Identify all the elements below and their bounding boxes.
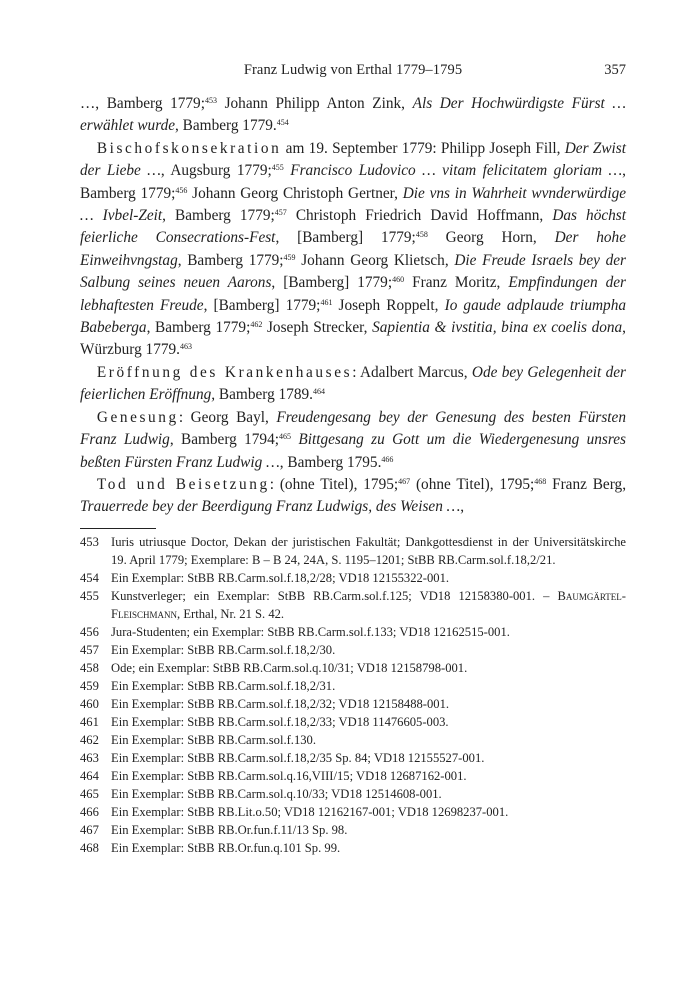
footnote-ref: 454 bbox=[276, 118, 289, 128]
footnote-text bbox=[111, 749, 626, 767]
footnote-number: 467 bbox=[80, 823, 99, 837]
text-run: , [Bamberg] 1779; bbox=[203, 296, 321, 314]
paragraph bbox=[80, 138, 626, 362]
footnote-number: 457 bbox=[80, 643, 99, 657]
footnote-ref: 463 bbox=[179, 342, 192, 352]
italic-title: Io gaude adplaude triumpha Babeberga bbox=[80, 296, 626, 337]
italic-title: Der hohe Einweihvngstag bbox=[80, 229, 626, 269]
italic-title: Als Der Hochwürdigste Fürst … erwählet wurde bbox=[80, 95, 626, 135]
footnote-separator bbox=[80, 528, 156, 529]
text-run: Ein Exemplar: StBB RB.Carm.sol.f.18,2/30. bbox=[111, 643, 336, 657]
text-run: Johann Philipp Anton Zink, bbox=[216, 95, 413, 112]
text-run: Christoph Friedrich David Hoffmann, bbox=[286, 207, 553, 225]
footnote-ref: 456 bbox=[175, 185, 188, 195]
footnote-text bbox=[111, 821, 626, 839]
text-run: Ein Exemplar: StBB RB.Carm.sol.f.18,2/32; VD18 12158488-001. bbox=[111, 697, 450, 711]
text-run: Ein Exemplar: StBB RB.Carm.sol.f.18,2/28; VD18 12155322-001. bbox=[111, 571, 450, 585]
author-name: Baumgärtel-Fleischmann bbox=[111, 589, 626, 621]
italic-title: Sapientia & ivstitia, bina ex coelis dona bbox=[372, 319, 623, 337]
footnote bbox=[80, 695, 626, 713]
text-run: , [Bamberg] 1779; bbox=[275, 229, 416, 247]
footnote-text bbox=[111, 839, 626, 857]
text-run: Georg Horn, bbox=[427, 229, 555, 247]
text-run: , Bamberg 1779. bbox=[175, 117, 277, 135]
text-run: Jura-Studenten; ein Exemplar: StBB RB.Carm.sol.f.133; VD18 12162515-001. bbox=[111, 625, 510, 639]
section-keyword: Eröffnung des Krankenhauses bbox=[96, 363, 353, 381]
text-run: : Georg Bayl, bbox=[178, 408, 277, 426]
footnote-text bbox=[111, 677, 626, 695]
page-number: 357 bbox=[604, 62, 626, 78]
italic-title: Empfindungen der lebhaftesten Freude bbox=[80, 274, 627, 314]
footnote-text bbox=[111, 767, 626, 785]
text-run: , Bamberg 1779; bbox=[177, 251, 284, 269]
text-run: Iuris utriusque Doctor, Dekan der juristischen Fakultät; Dankgottesdienst in der Universitätskirche 19. April 1779; Exemplare: B – B 24, 24A, S. 1195–1201; StBB RB.Carm.sol.f.18,2/21. bbox=[111, 535, 626, 567]
footnote-ref: 453 bbox=[204, 96, 217, 105]
text-run: Ein Exemplar: StBB RB.Carm.sol.f.18,2/35 Sp. 84; VD18 12155527-001. bbox=[111, 751, 485, 765]
main-text bbox=[80, 93, 626, 519]
footnote bbox=[80, 569, 626, 587]
section-keyword: Tod und Beisetzung bbox=[96, 475, 270, 493]
footnote bbox=[80, 803, 626, 821]
footnote-text bbox=[111, 731, 626, 749]
italic-title: Trauerrede bey der Beerdigung Franz Ludwigs, des Weisen … bbox=[80, 498, 461, 516]
footnote-ref: 460 bbox=[392, 275, 405, 285]
footnote-number: 468 bbox=[80, 841, 99, 855]
footnote-text bbox=[111, 533, 626, 569]
text-run: Franz Moritz, bbox=[404, 274, 509, 292]
footnote bbox=[80, 749, 626, 767]
footnote-ref: 461 bbox=[320, 297, 333, 307]
footnote-number: 459 bbox=[80, 679, 99, 693]
text-run: Ein Exemplar: StBB RB.Carm.sol.q.10/33; VD18 12514608-001. bbox=[111, 787, 442, 801]
text-run: , Erthal, Nr. 21 S. 42. bbox=[177, 607, 285, 621]
italic-title: Francisco Ludovico … vitam felicitatem gloriam … bbox=[290, 162, 623, 180]
text-run: : Adalbert Marcus, bbox=[352, 363, 472, 381]
footnote bbox=[80, 659, 626, 677]
footnote-ref: 468 bbox=[534, 476, 547, 486]
text-run: Ein Exemplar: StBB RB.Or.fun.f.11/13 Sp. 98. bbox=[111, 823, 348, 837]
footnote-number: 454 bbox=[80, 571, 99, 585]
italic-title: Freudengesang bey der Genesung des besten Fürsten Franz Ludwig bbox=[80, 408, 626, 449]
footnote bbox=[80, 731, 626, 749]
footnote-ref: 466 bbox=[381, 454, 394, 464]
text-run: , Bamberg 1794; bbox=[169, 431, 279, 449]
running-title: Franz Ludwig von Erthal 1779–1795 bbox=[243, 62, 463, 78]
footnote-number: 460 bbox=[80, 697, 99, 711]
footnote-text bbox=[111, 713, 626, 731]
page-header bbox=[80, 62, 626, 82]
text-run: , Bamberg 1779; bbox=[146, 319, 251, 337]
text-run: Ein Exemplar: StBB RB.Or.fun.q.101 Sp. 99. bbox=[111, 841, 341, 855]
text-run: , Augsburg 1779; bbox=[160, 162, 272, 180]
text-run: , [Bamberg] 1779; bbox=[271, 274, 393, 292]
italic-title: Die Freude Israels bey der Salbung seines neuen Aarons bbox=[80, 251, 626, 292]
footnote-text bbox=[111, 587, 626, 623]
footnote-ref: 467 bbox=[398, 476, 411, 486]
text-run: : (ohne Titel), 1795; bbox=[269, 475, 399, 493]
footnote-text bbox=[111, 695, 626, 713]
footnote-ref: 458 bbox=[415, 230, 428, 240]
text-run: …, Bamberg 1779; bbox=[80, 95, 205, 112]
text-run: Joseph Roppelt, bbox=[332, 296, 445, 314]
footnote-ref: 464 bbox=[312, 387, 325, 397]
footnote-ref: 455 bbox=[271, 163, 284, 173]
text-run: Ode; ein Exemplar: StBB RB.Carm.sol.q.10/31; VD18 12158798-001. bbox=[111, 661, 468, 675]
text-run: Franz Berg, bbox=[546, 475, 627, 493]
text-run: (ohne Titel), 1795; bbox=[410, 475, 535, 493]
footnote bbox=[80, 713, 626, 731]
text-run: Joseph Strecker, bbox=[262, 319, 373, 337]
text-run: , Bamberg 1795. bbox=[279, 453, 382, 471]
section-keyword: Bischofskonsekration bbox=[96, 139, 282, 157]
text-run: Ein Exemplar: StBB RB.Carm.sol.q.16,VIII/15; VD18 12687162-001. bbox=[111, 769, 467, 783]
footnote-ref: 457 bbox=[274, 208, 287, 218]
text-run: , Bamberg 1779; bbox=[162, 207, 275, 225]
text-run: , bbox=[460, 498, 465, 516]
italic-title: Bittgesang zu Gott um die Wiedergenesung unsres beßten Fürsten Franz Ludwig … bbox=[80, 431, 626, 471]
footnote-number: 458 bbox=[80, 661, 99, 675]
paragraph bbox=[80, 362, 626, 407]
footnote-number: 456 bbox=[80, 625, 99, 639]
footnote-text bbox=[111, 641, 626, 659]
footnote bbox=[80, 641, 626, 659]
paragraph bbox=[80, 474, 626, 519]
text-run: Johann Georg Christoph Gertner, bbox=[187, 184, 403, 202]
italic-title: Der Zwist der Liebe … bbox=[80, 139, 626, 180]
footnote bbox=[80, 587, 626, 623]
footnote-ref: 462 bbox=[250, 320, 263, 330]
footnote bbox=[80, 821, 626, 839]
footnote-number: 465 bbox=[80, 787, 99, 801]
text-run: Kunstverleger; ein Exemplar: StBB RB.Carm.sol.f.125; VD18 12158380-001. – bbox=[111, 589, 558, 603]
text-run: , Bamberg 1779; bbox=[80, 162, 626, 202]
paragraph bbox=[80, 93, 626, 138]
footnote bbox=[80, 839, 626, 857]
text-run: Ein Exemplar: StBB RB.Carm.sol.f.18,2/33; VD18 11476605-003. bbox=[111, 715, 449, 729]
footnote-ref: 459 bbox=[283, 252, 296, 262]
text-run: , Würzburg 1779. bbox=[80, 319, 626, 359]
text-run: Johann Georg Klietsch, bbox=[295, 251, 455, 269]
footnote bbox=[80, 623, 626, 641]
text-run: Ein Exemplar: StBB RB.Lit.o.50; VD18 12162167-001; VD18 12698237-001. bbox=[111, 805, 509, 819]
footnote-text bbox=[111, 785, 626, 803]
section-keyword: Genesung bbox=[96, 408, 179, 426]
text-run: Ein Exemplar: StBB RB.Carm.sol.f.130. bbox=[111, 733, 316, 747]
text-run: Ein Exemplar: StBB RB.Carm.sol.f.18,2/31. bbox=[111, 679, 336, 693]
footnote-number: 463 bbox=[80, 751, 99, 765]
paragraph bbox=[80, 407, 626, 474]
italic-title: Das höchst feierliche Consecrations-Fest bbox=[80, 207, 626, 247]
italic-title: Ode bey Gelegenheit der feierlichen Eröffnung, bbox=[80, 363, 626, 404]
text-run: Bamberg 1789. bbox=[215, 386, 313, 404]
footnote bbox=[80, 767, 626, 785]
footnote-number: 462 bbox=[80, 733, 99, 747]
footnote-ref: 465 bbox=[278, 432, 291, 442]
footnote-text bbox=[111, 659, 626, 677]
italic-title: Die vns in Wahrheit wvnderwürdige … Ivbel-Zeit bbox=[80, 184, 627, 225]
footnote bbox=[80, 533, 626, 569]
footnotes bbox=[80, 533, 626, 857]
footnote-text bbox=[111, 803, 626, 821]
footnote-number: 453 bbox=[80, 535, 99, 549]
footnote bbox=[80, 785, 626, 803]
text-run: am 19. September 1779: Philipp Joseph Fill, bbox=[281, 139, 565, 157]
footnote-number: 455 bbox=[80, 589, 99, 603]
footnote-number: 464 bbox=[80, 769, 99, 783]
footnote-text bbox=[111, 623, 626, 641]
footnote-number: 466 bbox=[80, 805, 99, 819]
footnote-number: 461 bbox=[80, 715, 99, 729]
footnote-text bbox=[111, 569, 626, 587]
footnote bbox=[80, 677, 626, 695]
